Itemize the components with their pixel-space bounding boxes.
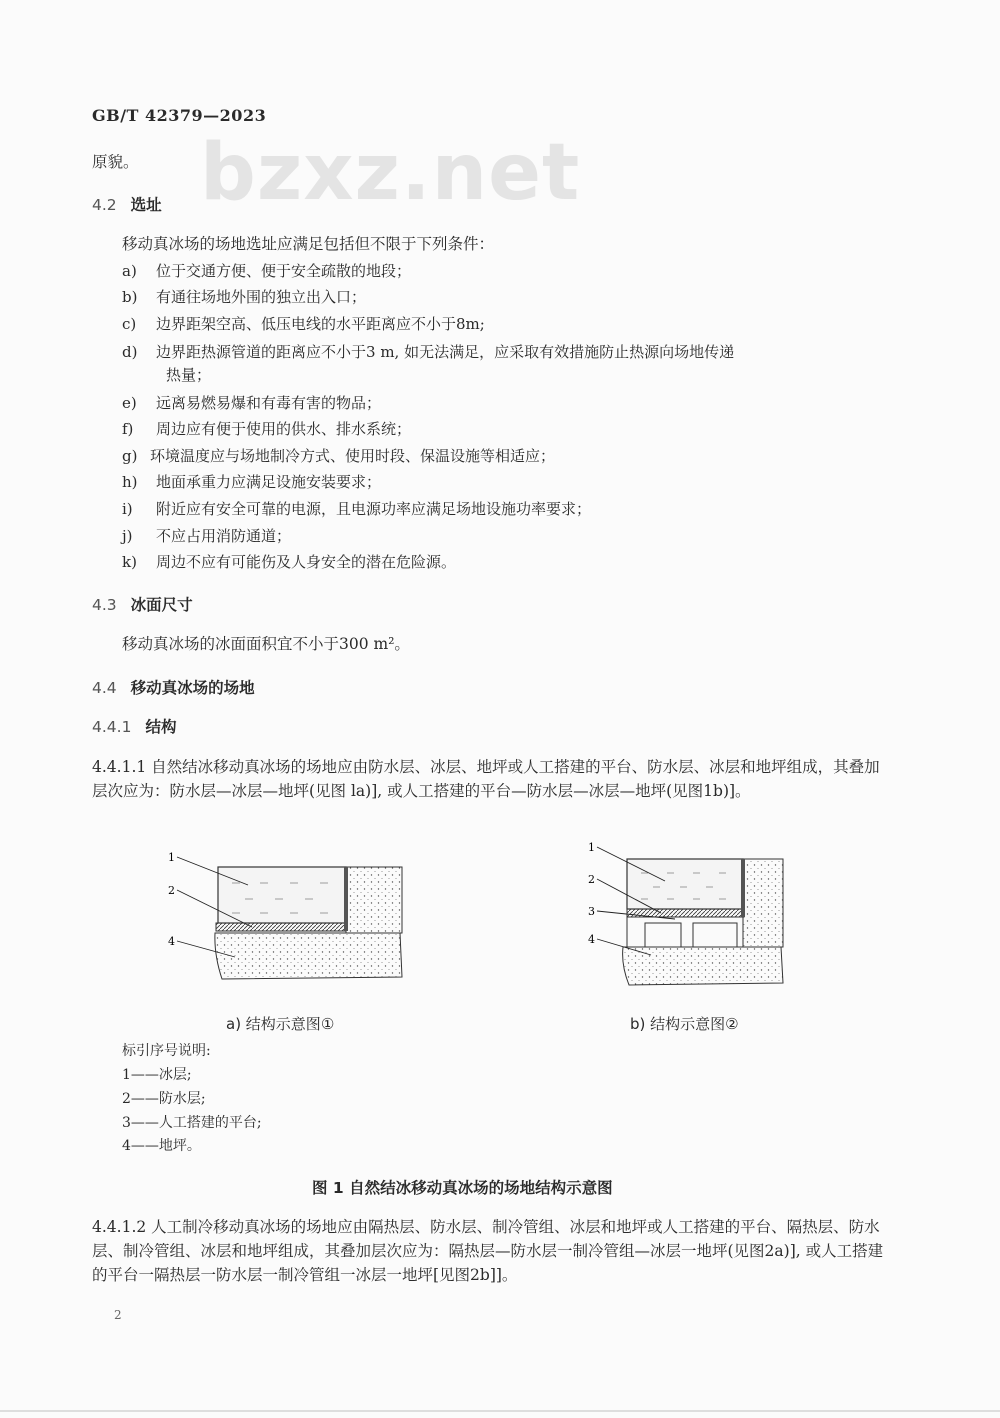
list-item: e) 远离易燃易爆和有毒有害的物品； (122, 394, 382, 412)
key-title: 标引序号说明: (122, 1043, 211, 1059)
section-number: 4.4.1 (92, 718, 132, 736)
page-edge (0, 1410, 1000, 1412)
page-number: 2 (114, 1308, 122, 1322)
structure-diagram-a (160, 845, 410, 990)
list-item-continuation: 热量； (166, 366, 212, 384)
callout-1: 1 (168, 851, 175, 864)
figure-caption-b: b) 结构示意图② (630, 1015, 739, 1033)
callout-2: 2 (168, 884, 175, 897)
key-item: 4——地坪。 (122, 1138, 201, 1154)
section-intro: 移动真冰场的场地选址应满足包括但不限于下列条件： (122, 235, 495, 253)
figure-caption-a: a) 结构示意图① (226, 1015, 335, 1033)
list-item: k) 周边不应有可能伤及人身安全的潜在危险源。 (122, 553, 457, 571)
callout-1: 1 (588, 841, 595, 854)
section-heading-4-2 (92, 193, 162, 215)
section-heading-4-4 (92, 676, 255, 698)
callout-2: 2 (588, 873, 595, 886)
section-title: 选址 (130, 196, 162, 214)
key-item: 3——人工搭建的平台; (122, 1115, 262, 1131)
list-item: d) 边界距热源管道的距离应不小于3 m, 如无法满足，应采取有效措施防止热源向场地传递 (122, 343, 735, 361)
callout-4: 4 (588, 933, 595, 946)
section-heading-4-3 (92, 593, 193, 615)
continuation-text: 原貌。 (92, 153, 139, 171)
section-number: 4.4 (92, 679, 117, 697)
list-item: h) 地面承重力应满足设施安装要求； (122, 473, 382, 491)
callout-4: 4 (168, 935, 175, 948)
section-title: 移动真冰场的场地 (130, 679, 255, 697)
callout-3: 3 (588, 905, 595, 918)
list-item: g) 环境温度应与场地制冷方式、使用时段、保温设施等相适应； (122, 447, 556, 465)
list-item: f) 周边应有便于使用的供水、排水系统； (122, 420, 412, 438)
section-number: 4.2 (92, 196, 117, 214)
key-item: 1——冰层; (122, 1067, 192, 1083)
structure-diagram-b (585, 835, 800, 995)
list-item: i) 附近应有安全可靠的电源，且电源功率应满足场地设施功率要求； (122, 500, 592, 518)
watermark: bzxz.net (200, 128, 581, 218)
list-item: b) 有通往场地外围的独立出入口； (122, 288, 367, 306)
paragraph-4-4-1-1: 4.4.1.1 自然结冰移动真冰场的场地应由防水层、冰层、地坪或人工搭建的平台、防水层、冰层和地坪组成，其叠加层次应为：防水层—冰层—地坪(见图 la)], 或人工搭建的平台—防水层—冰层—地坪(见图1b)]。 (92, 758, 880, 800)
list-item: j) 不应占用消防通道； (122, 527, 292, 545)
key-item: 2——防水层; (122, 1091, 206, 1107)
section-number: 4.3 (92, 596, 117, 614)
section-text: 移动真冰场的冰面面积宜不小于300 m²。 (122, 635, 410, 653)
paragraph-4-4-1-2: 4.4.1.2 人工制冷移动真冰场的场地应由隔热层、防水层、制冷管组、冰层和地坪或人工搭建的平台、隔热层、防水层、制冷管组、冰层和地坪组成，其叠加层次应为：隔热层—防水层一制冷管组—冰层一地坪(见图2a)], 或人工搭建的平台一隔热层一防水层一制冷管组一冰层一地坪[见图2b]]。 (92, 1218, 884, 1284)
figure-title: 图 1 自然结冰移动真冰场的场地结构示意图 (312, 1179, 613, 1197)
standard-code: GB/T 42379—2023 (92, 106, 267, 125)
section-title: 结构 (145, 718, 177, 736)
list-item: a) 位于交通方便、便于安全疏散的地段； (122, 262, 412, 280)
section-heading-4-4-1 (92, 715, 176, 737)
list-item: c) 边界距架空高、低压电线的水平距离应不小于8m; (122, 315, 485, 333)
section-title: 冰面尺寸 (130, 596, 193, 614)
